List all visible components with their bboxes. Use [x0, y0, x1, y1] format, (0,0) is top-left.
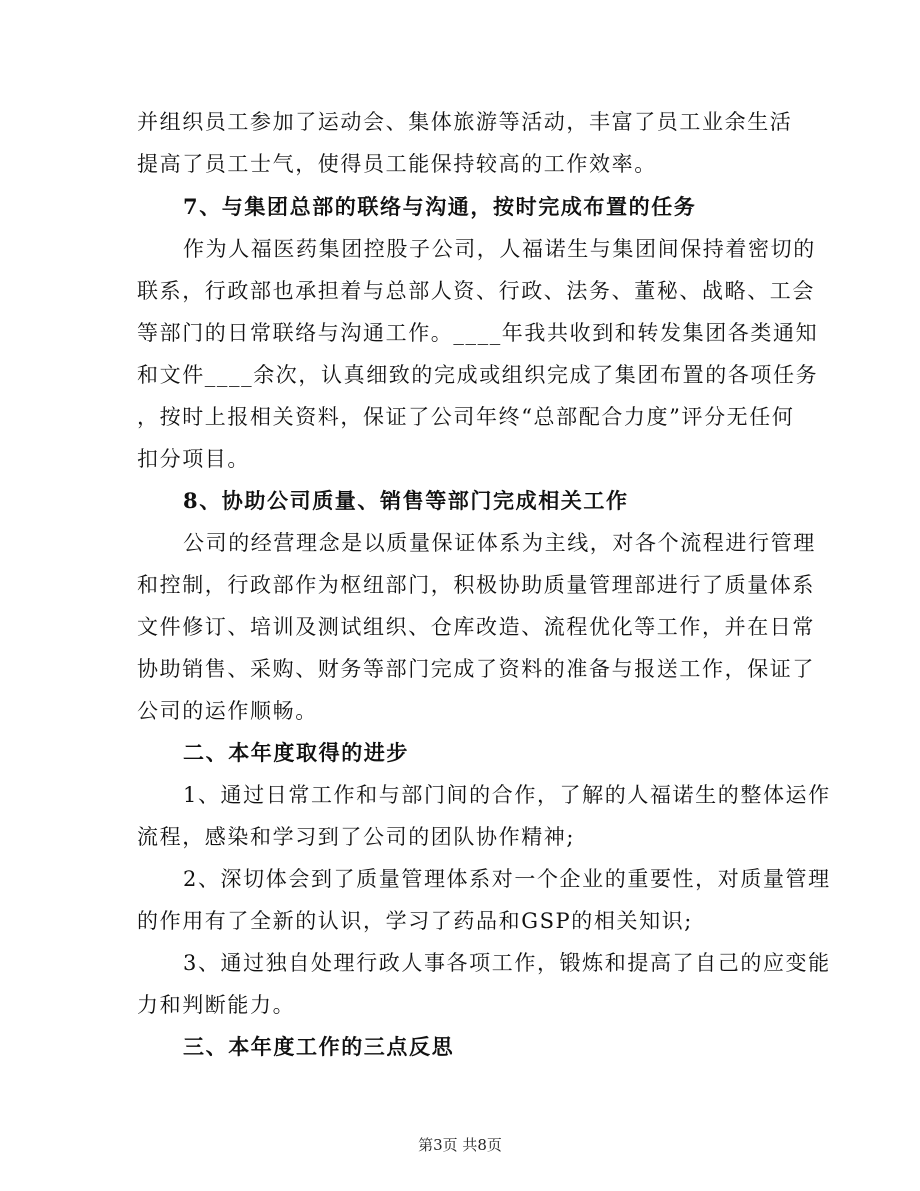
- body-text-line: 3、通过独自处理行政人事各项工作，锻炼和提高了自己的应变能: [183, 951, 831, 975]
- body-text-line: 并组织员工参加了运动会、集体旅游等活动，丰富了员工业余生活: [137, 110, 793, 134]
- body-text-line: 的作用有了全新的认识，学习了药品和GSP的相关知识;: [137, 909, 693, 933]
- body-text-line: 等部门的日常联络与沟通工作。____年我共收到和转发集团各类通知: [137, 321, 819, 345]
- body-text-line: 提高了员工士气，使得员工能保持较高的工作效率。: [137, 152, 657, 176]
- body-text-line: 力和判断能力。: [137, 993, 296, 1017]
- body-text-line: ，按时上报相关资料，保证了公司年终“总部配合力度”评分无任何: [137, 405, 795, 429]
- section-heading: 二、本年度取得的进步: [183, 740, 409, 765]
- section-heading: 三、本年度工作的三点反思: [183, 1034, 455, 1059]
- body-text-line: 扣分项目。: [137, 447, 250, 471]
- section-heading: 8、协助公司质量、销售等部门完成相关工作: [183, 488, 629, 513]
- body-text-line: 联系，行政部也承担着与总部人资、行政、法务、董秘、战略、工会: [137, 279, 815, 303]
- body-text-line: 作为人福医药集团控股子公司，人福诺生与集团间保持着密切的: [183, 237, 816, 261]
- body-text-line: 协助销售、采购、财务等部门完成了资料的准备与报送工作，保证了: [137, 657, 815, 681]
- body-text-line: 2、深切体会到了质量管理体系对一个企业的重要性，对质量管理: [183, 867, 831, 891]
- body-text-line: 1、通过日常工作和与部门间的合作，了解的人福诺生的整体运作: [183, 783, 831, 807]
- body-text-line: 和控制，行政部作为枢纽部门，积极协助质量管理部进行了质量体系: [137, 573, 815, 597]
- body-text-line: 流程，感染和学习到了公司的团队协作精神;: [137, 825, 576, 849]
- body-text-line: 公司的经营理念是以质量保证体系为主线，对各个流程进行管理: [183, 531, 816, 555]
- body-text-line: 文件修订、培训及测试组织、仓库改造、流程优化等工作，并在日常: [137, 615, 815, 639]
- section-heading: 7、与集团总部的联络与沟通，按时完成布置的任务: [183, 194, 697, 219]
- page-number-footer: 第3页 共8页: [418, 1136, 502, 1154]
- body-text-line: 公司的运作顺畅。: [137, 699, 318, 723]
- body-text-line: 和文件____余次，认真细致的完成或组织完成了集团布置的各项任务: [137, 363, 819, 387]
